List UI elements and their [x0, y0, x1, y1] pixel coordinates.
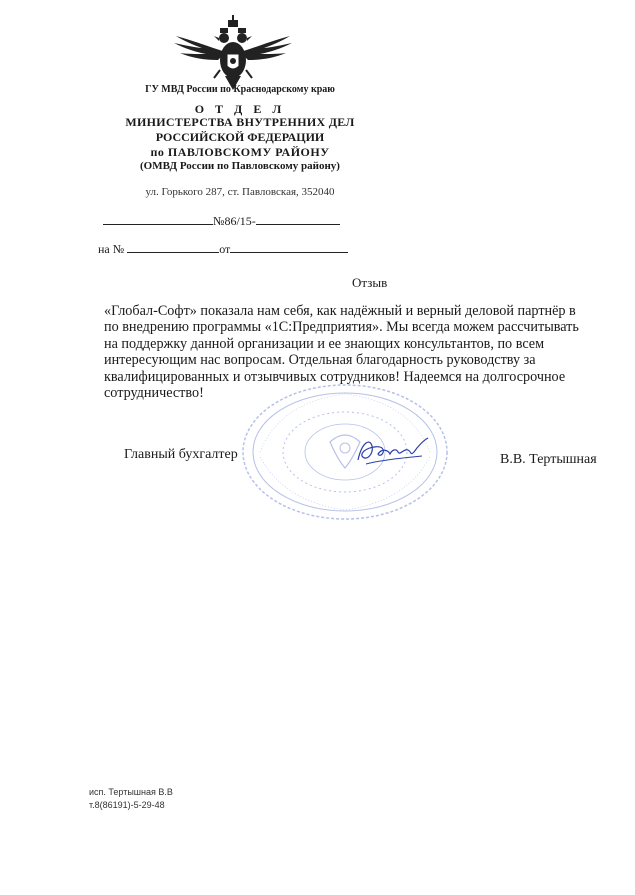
incoming-reference-row	[98, 242, 348, 257]
department-line-4: (ОМВД России по Павловскому району)	[140, 160, 340, 172]
department-line-1: МИНИСТЕРСТВА ВНУТРЕННИХ ДЕЛ	[125, 115, 355, 129]
executor-name: исп. Тертышная В.В	[89, 787, 173, 797]
department-line-2: РОССИЙСКОЙ ФЕДЕРАЦИИ	[155, 130, 325, 144]
outgoing-number-row	[103, 214, 340, 229]
body-line: квалифицированных и отзывчивых сотрудников! Надеемся на долгосрочное	[104, 368, 566, 385]
ministry-name-short: ГУ МВД России по Краснодарскому краю	[145, 84, 335, 95]
from-label: от	[219, 242, 231, 256]
body-line: «Глобал-Софт» показала нам себя, как надёжный и верный деловой партнёр в	[104, 303, 576, 319]
outgoing-number: №86/15-	[213, 214, 256, 228]
executor-phone: т.8(86191)-5-29-48	[89, 800, 165, 810]
on-number-label: на №	[98, 242, 125, 256]
document-title: Отзыв	[352, 275, 388, 290]
department-line-3: по ПАВЛОВСКОМУ РАЙОНУ	[150, 145, 330, 159]
handwritten-signature	[352, 434, 432, 468]
blank-line	[103, 214, 213, 225]
blank-line	[230, 242, 348, 253]
department-address: ул. Горького 287, ст. Павловская, 352040	[145, 186, 335, 198]
body-line: на поддержку данной организации и ее знающих консультантов, по всем	[104, 335, 545, 352]
signer-position: Главный бухгалтер	[124, 447, 238, 462]
body-line: интересующим нас вопросам. Отдельная благодарность руководству за	[104, 352, 536, 369]
signer-name: В.В. Тертышная	[500, 452, 597, 467]
eagle-emblem-icon	[172, 12, 294, 94]
department-heading: О Т Д Е Л	[194, 102, 286, 116]
blank-line	[127, 242, 219, 253]
blank-line	[256, 214, 340, 225]
body-line: сотрудничество!	[104, 385, 204, 402]
body-line: по внедрению программы «1С:Предприятия». Мы всегда можем рассчитывать	[104, 319, 579, 336]
